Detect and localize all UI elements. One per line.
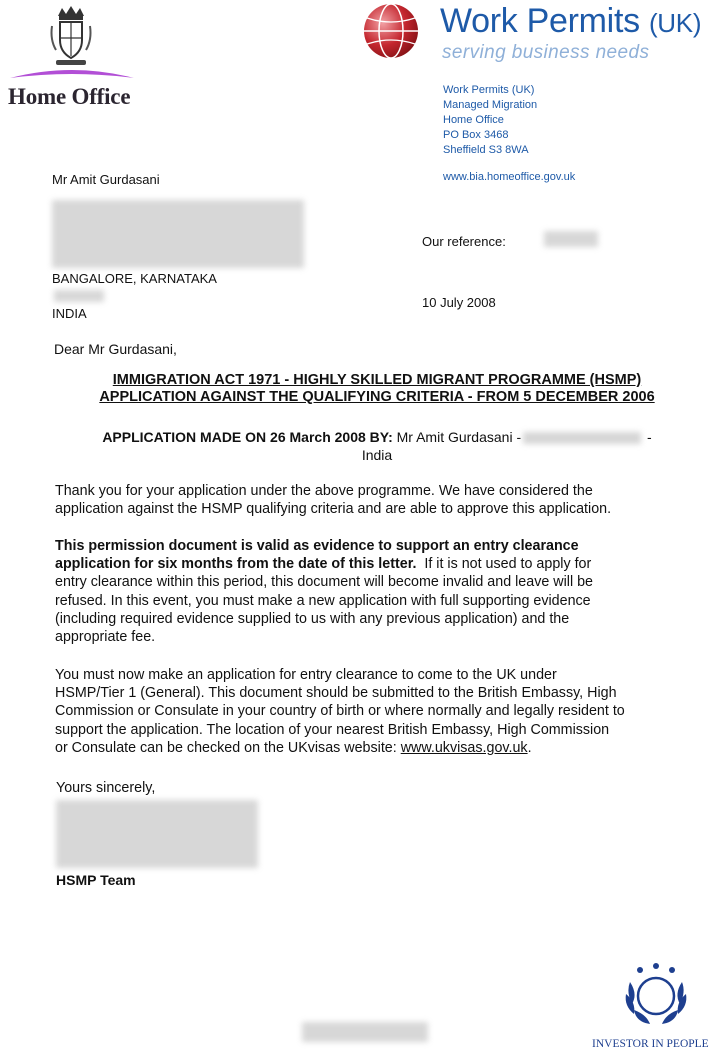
paragraph-approval <box>55 482 705 518</box>
investor-in-people-wreath-icon <box>620 962 692 1034</box>
investor-in-people-label: INVESTOR IN PEOPLE <box>592 1038 709 1050</box>
paragraph-text: . <box>527 739 532 756</box>
applicant-name: Mr Amit Gurdasani - <box>392 429 522 445</box>
heading-line: IMMIGRATION ACT 1971 - HIGHLY SKILLED MIGRANT PROGRAMME (HSMP) <box>112 372 642 388</box>
paragraph-bold-text: This permission document is valid as evidence to support an entry clearance <box>55 538 579 554</box>
paragraph-line: (including required evidence supplied to us with any previous application) and the <box>55 610 570 627</box>
letter-heading <box>52 372 702 406</box>
paragraph-line: refused. In this event, you must make a new application with full supporting evidence <box>55 592 591 609</box>
recipient-city: BANGALORE, KARNATAKA <box>52 271 217 286</box>
signature-team: HSMP Team <box>56 872 136 888</box>
redacted-signature <box>56 800 258 868</box>
paragraph-validity <box>55 537 705 646</box>
reference-label: Our reference: <box>422 234 506 249</box>
redacted-address-block <box>52 200 304 268</box>
application-made-label: APPLICATION MADE ON 26 March 2008 BY: <box>102 429 393 445</box>
paragraph-line: HSMP/Tier 1 (General). This document should be submitted to the British Embassy, High <box>55 685 617 702</box>
address-line: Sheffield S3 8WA <box>443 144 529 156</box>
letter-date: 10 July 2008 <box>422 295 496 310</box>
paragraph-bold-text: application for six months from the date of this letter. <box>55 556 417 573</box>
application-made-line <box>52 428 702 464</box>
royal-crest-icon <box>48 4 94 68</box>
address-line: Home Office <box>443 114 504 126</box>
redacted-postcode <box>54 290 104 302</box>
home-office-swoosh <box>8 66 136 82</box>
work-permits-tagline: serving business needs <box>442 42 650 63</box>
paragraph-line: application against the HSMP qualifying criteria and are able to approve this application. <box>55 501 612 518</box>
closing: Yours sincerely, <box>56 780 156 796</box>
address-line: Work Permits (UK) <box>443 84 535 96</box>
paragraph-entry-clearance <box>55 666 705 757</box>
work-permits-title: Work Permits (UK) <box>440 2 702 40</box>
paragraph-text: If it is not used to apply for <box>416 556 592 573</box>
paragraph-line: support the application. The location of your nearest British Embassy, High Commission <box>55 721 610 738</box>
applicant-country: India <box>361 447 393 463</box>
paragraph-line: Commission or Consulate in your country of birth or where normally and legally resident to <box>55 703 625 720</box>
recipient-country: INDIA <box>52 306 87 321</box>
redacted-applicant-id <box>523 432 641 444</box>
redacted-footer <box>302 1022 428 1042</box>
globe-icon <box>360 2 422 60</box>
paragraph-line: entry clearance within this period, this document will become invalid and leave will be <box>55 574 593 591</box>
paragraph-line: appropriate fee. <box>55 629 156 646</box>
paragraph-line: Thank you for your application under the above programme. We have considered the <box>55 483 593 499</box>
ukvisas-link[interactable]: www.ukvisas.gov.uk <box>400 739 528 756</box>
paragraph-text: or Consulate can be checked on the UKvisas website: <box>55 739 401 756</box>
salutation: Dear Mr Gurdasani, <box>54 341 177 357</box>
application-made-trail: - <box>643 429 652 445</box>
recipient-name: Mr Amit Gurdasani <box>52 172 160 187</box>
paragraph-line: You must now make an application for entry clearance to come to the UK under <box>55 667 557 683</box>
address-line: PO Box 3468 <box>443 129 509 141</box>
heading-line: APPLICATION AGAINST THE QUALIFYING CRITERIA - FROM 5 DECEMBER 2006 <box>99 389 655 405</box>
redacted-reference <box>544 231 598 247</box>
sender-address <box>443 83 537 158</box>
home-office-logo-text: Home Office <box>8 84 131 109</box>
address-line: Managed Migration <box>443 99 538 111</box>
sender-website[interactable]: www.bia.homeoffice.gov.uk <box>443 171 576 183</box>
